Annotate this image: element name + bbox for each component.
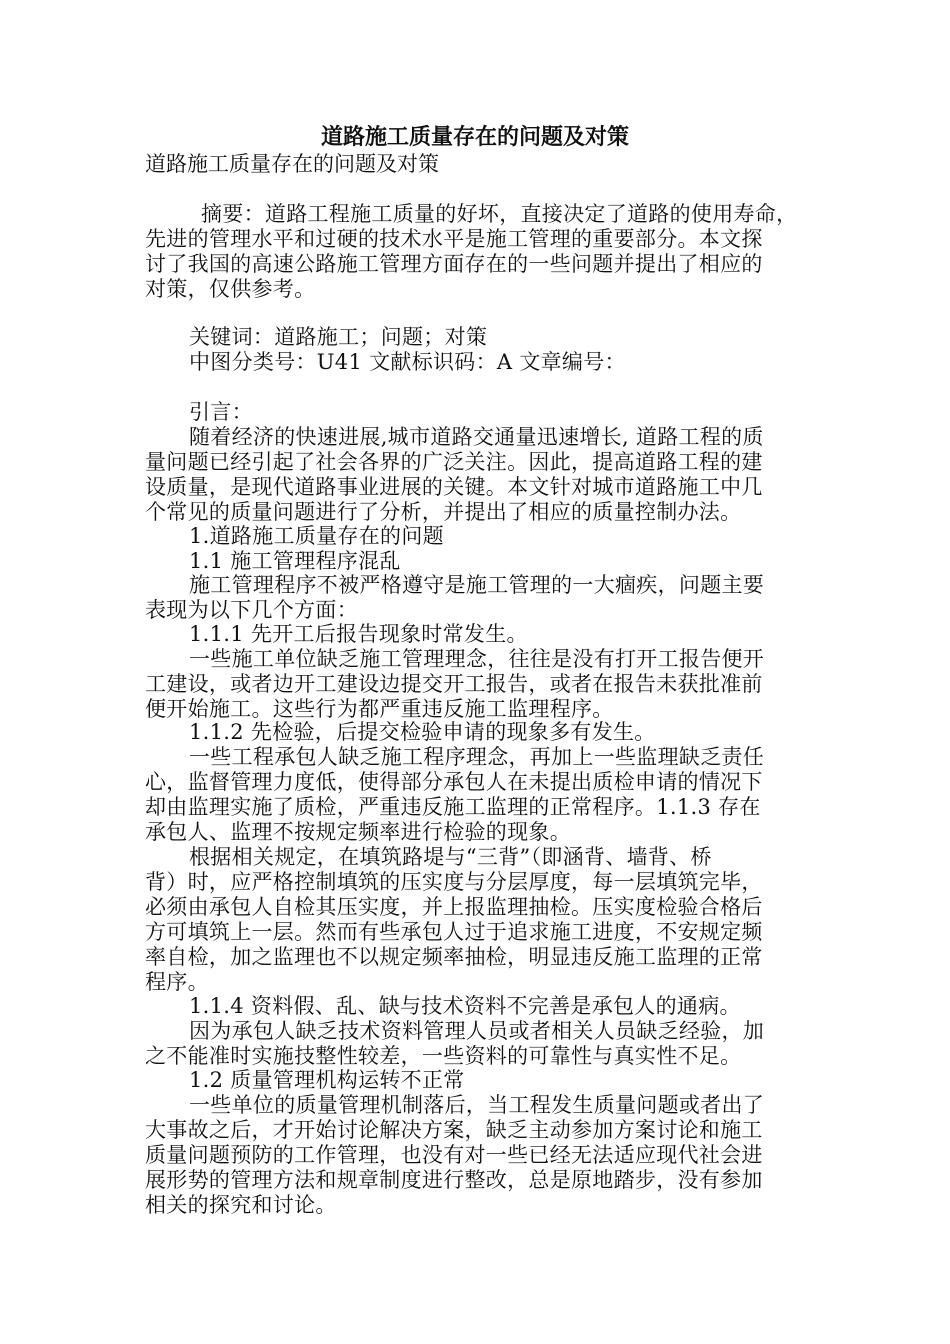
body-line: 一些单位的质量管理机制落后，当工程发生质量问题或者出了	[189, 1093, 765, 1117]
body-line: 随着经济的快速进展,城市道路交通量迅速增长, 道路工程的质	[189, 425, 764, 449]
body-line: 量问题已经引起了社会各界的广泛关注。因此，提高道路工程的建	[145, 450, 763, 474]
body-line: 程序。	[145, 970, 209, 994]
body-line: 质量问题预防的工作管理，也没有对一些已经无法适应现代社会进	[145, 1143, 763, 1167]
body-line: 相关的探究和讨论。	[145, 1193, 337, 1217]
body-line: 工建设，或者边开工建设边提交开工报告，或者在报告未获批准前	[145, 672, 763, 696]
body-line: 之不能准时实施技整性较差，一些资料的可靠性与真实性不足。	[145, 1044, 742, 1068]
body-line: 根据相关规定，在填筑路堤与“三背”（即涵背、墙背、桥	[189, 845, 712, 869]
body-line: 因为承包人缺乏技术资料管理人员或者相关人员缺乏经验，加	[189, 1019, 765, 1043]
document-title: 道路施工质量存在的问题及对策	[320, 124, 629, 150]
body-line: 一些工程承包人缺乏施工程序理念，再加上一些监理缺乏责任	[189, 745, 765, 769]
section-heading: 1.1.1 先开工后报告现象时常发生。	[189, 622, 528, 646]
body-line: 便开始施工。这些行为都严重违反施工监理程序。	[145, 697, 614, 721]
body-line: 个常见的质量问题进行了分析，并提出了相应的质量控制办法。	[145, 500, 742, 524]
abstract-line: 摘要：道路工程施工质量的好坏，直接决定了道路的使用寿命，	[201, 202, 798, 226]
body-line: 率自检，加之监理也不以规定频率抽检，明显违反施工监理的正常	[145, 945, 763, 969]
section-heading: 1.1.4 资料假、乱、缺与技术资料不完善是承包人的通病。	[189, 994, 741, 1018]
classification: 中图分类号：U41 文献标识码：A 文章编号：	[189, 350, 626, 374]
abstract-line: 讨了我国的高速公路施工管理方面存在的一些问题并提出了相应的	[145, 252, 763, 276]
body-line: 施工管理程序不被严格遵守是施工管理的一大痼疾，问题主要	[189, 573, 765, 597]
body-line: 背）时，应严格控制填筑的压实度与分层厚度，每一层填筑完毕，	[145, 870, 763, 894]
section-heading: 1.2 质量管理机构运转不正常	[189, 1068, 465, 1092]
body-line: 承包人、监理不按规定频率进行检验的现象。	[145, 820, 571, 844]
body-line: 心，监督管理力度低，使得部分承包人在未提出质检申请的情况下	[145, 770, 763, 794]
intro-label: 引言：	[189, 400, 253, 424]
section-heading: 1.1 施工管理程序混乱	[189, 549, 401, 573]
body-line: 表现为以下几个方面：	[145, 598, 358, 622]
body-line: 设质量，是现代道路事业进展的关键。本文针对城市道路施工中几	[145, 475, 763, 499]
section-heading: 1.1.2 先检验，后提交检验申请的现象多有发生。	[189, 720, 656, 744]
body-line: 展形势的管理方法和规章制度进行整改，总是原地踏步，没有参加	[145, 1168, 763, 1192]
abstract-line: 对策，仅供参考。	[145, 277, 316, 301]
body-line: 大事故之后，才开始讨论解决方案，缺乏主动参加方案讨论和施工	[145, 1118, 763, 1142]
document-subtitle: 道路施工质量存在的问题及对策	[145, 152, 439, 176]
body-line: 一些施工单位缺乏施工管理理念，往往是没有打开工报告便开	[189, 647, 765, 671]
section-heading: 1.道路施工质量存在的问题	[189, 524, 444, 548]
body-line: 方可填筑上一层。然而有些承包人过于追求施工进度，不安规定频	[145, 920, 763, 944]
abstract-line: 先进的管理水平和过硬的技术水平是施工管理的重要部分。本文探	[145, 227, 763, 251]
body-line: 却由监理实施了质检，严重违反施工监理的正常程序。1.1.3 存在	[145, 795, 761, 819]
keywords: 关键词：道路施工；问题；对策	[189, 325, 488, 349]
body-line: 必须由承包人自检其压实度，并上报监理抽检。压实度检验合格后	[145, 895, 763, 919]
